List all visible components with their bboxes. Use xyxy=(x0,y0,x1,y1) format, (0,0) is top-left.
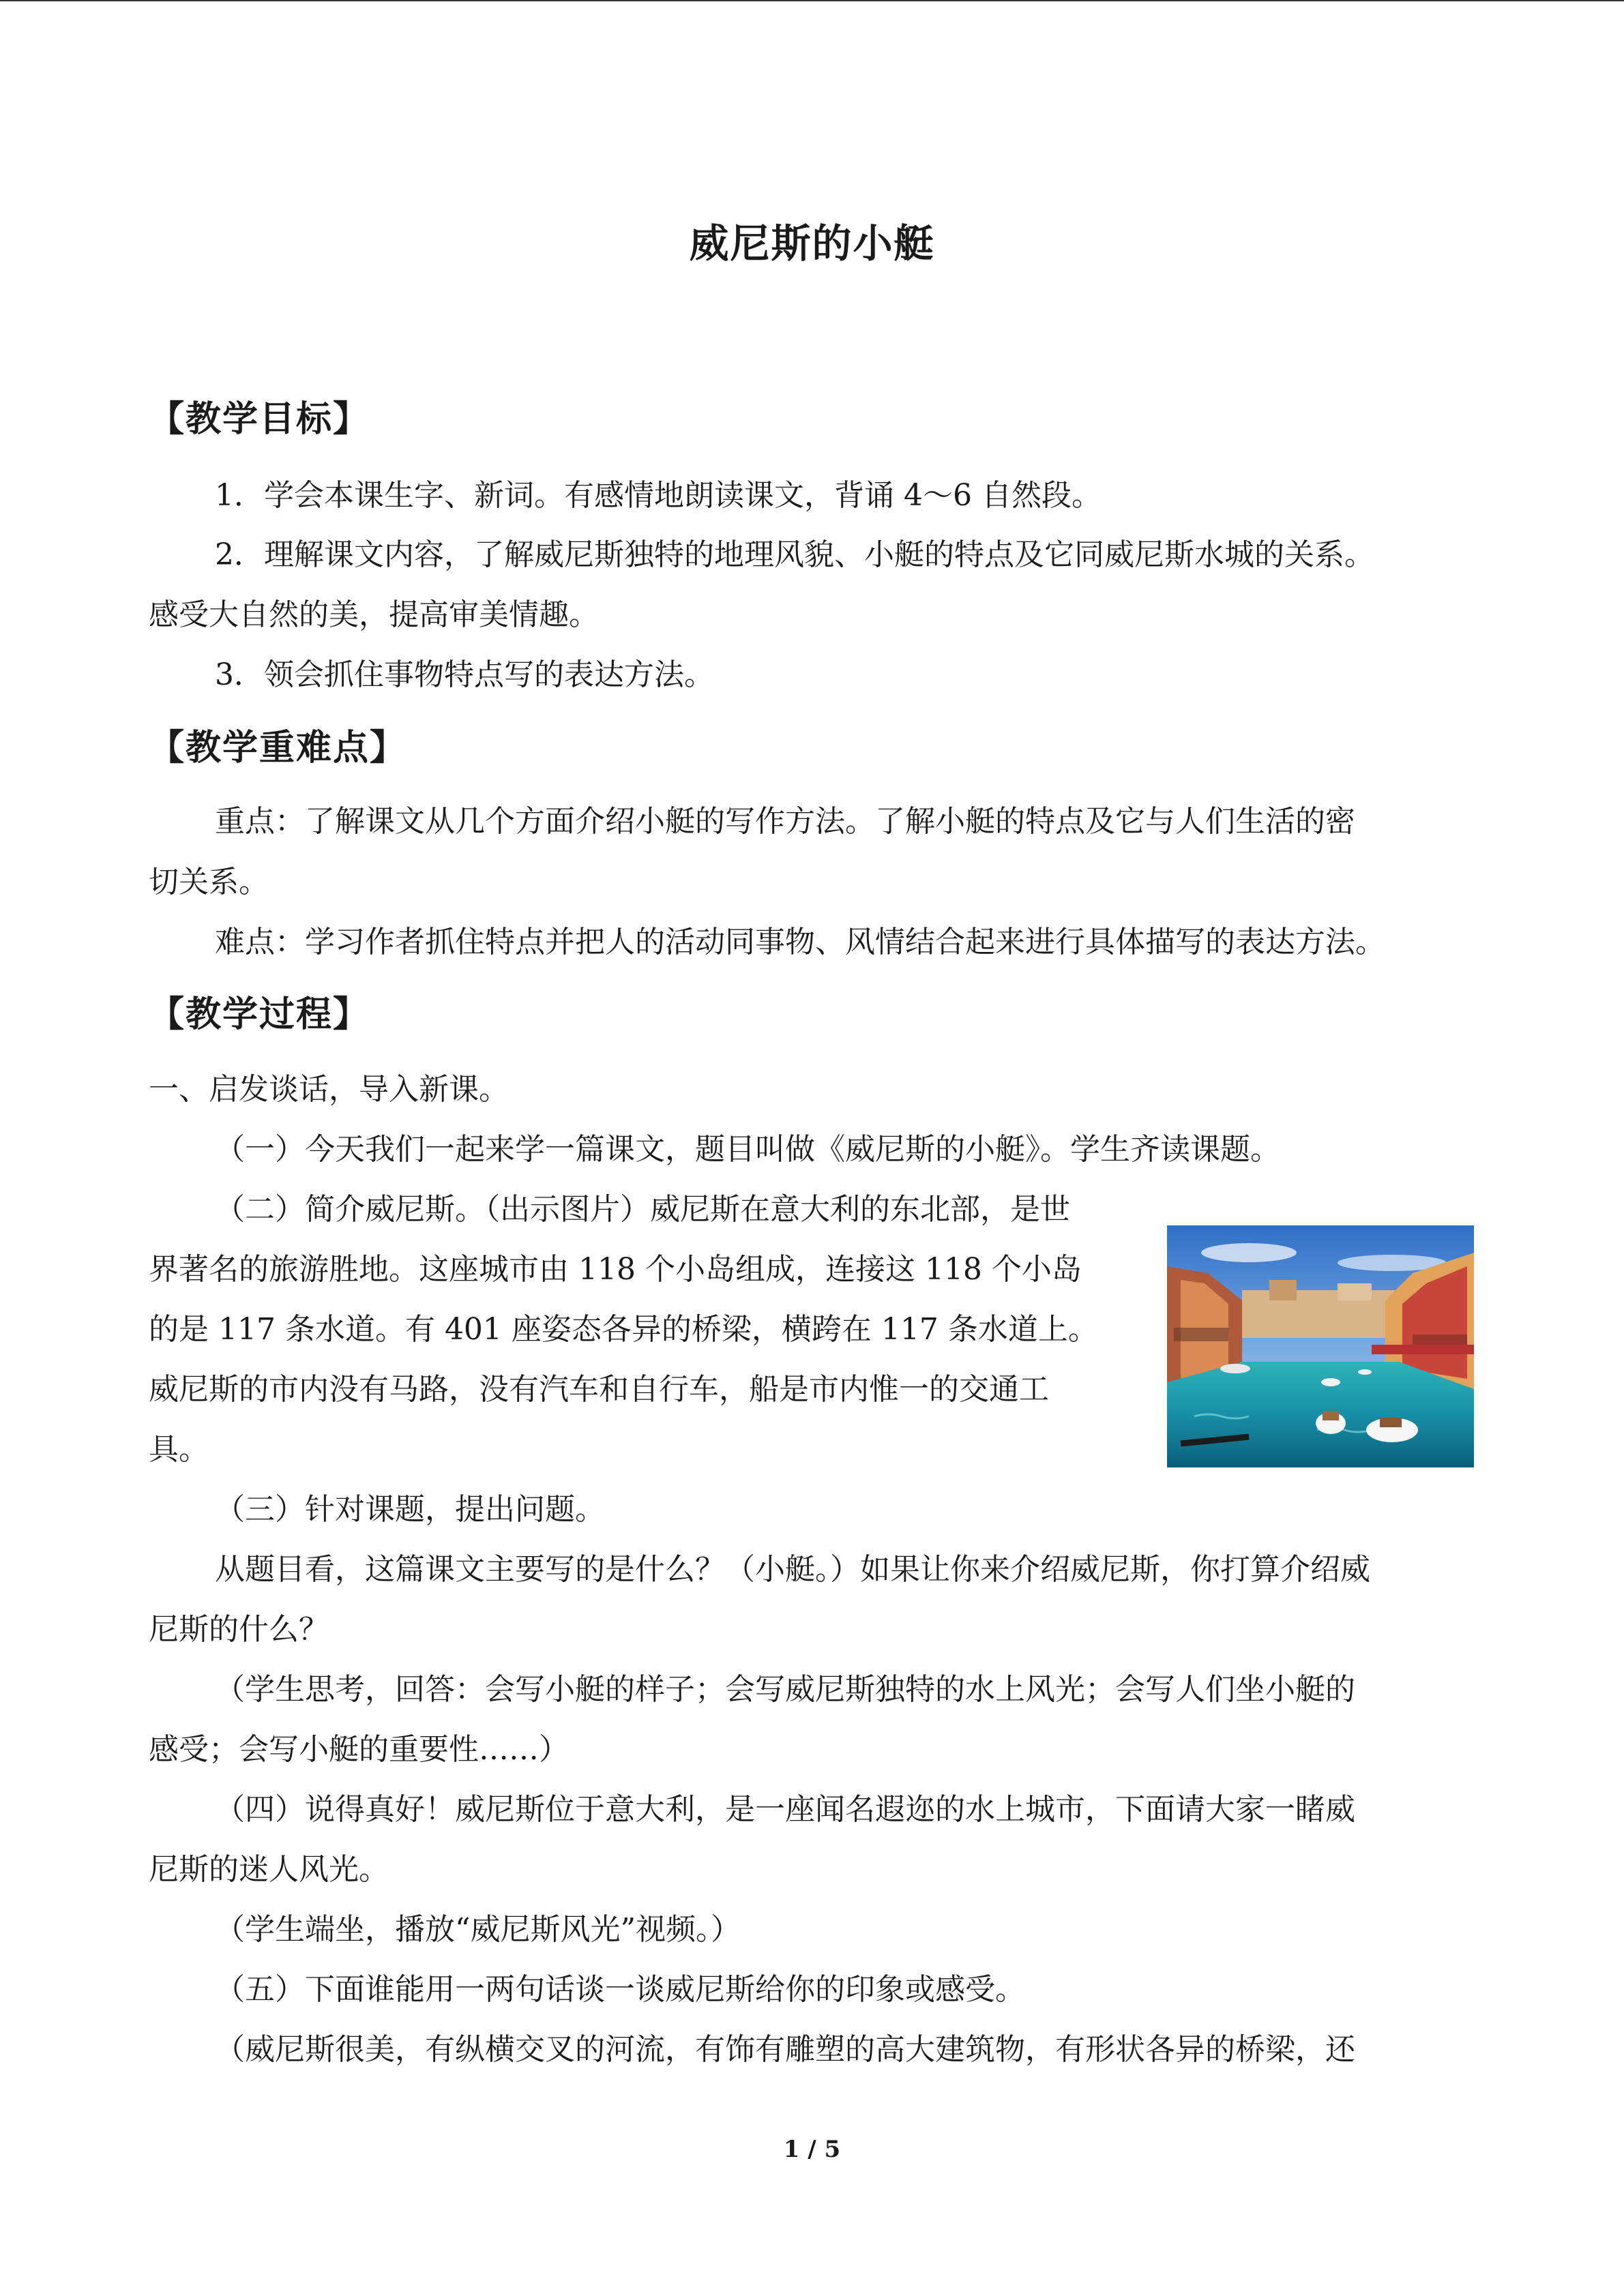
paragraph-line: 一、启发谈话，导入新课。 xyxy=(149,1072,509,1107)
section-heading-process: 【教学过程】 xyxy=(149,994,370,1035)
paragraph-line: 3．领会抓住事物特点写的表达方法。 xyxy=(215,657,714,692)
paragraph-line: 切关系。 xyxy=(149,865,269,899)
paragraph-line: （二）简介威尼斯。（出示图片）威尼斯在意大利的东北部，是世 xyxy=(215,1192,1070,1227)
paragraph-line: （三）针对课题，提出问题。 xyxy=(215,1492,605,1527)
venice-canal-photo xyxy=(1167,1225,1474,1467)
page-title: 威尼斯的小艇 xyxy=(689,220,935,267)
paragraph-line: 尼斯的迷人风光。 xyxy=(149,1852,389,1887)
paragraph-line: 1．学会本课生字、新词。有感情地朗读课文，背诵 4～6 自然段。 xyxy=(215,478,1102,513)
paragraph-line: 重点：了解课文从几个方面介绍小艇的写作方法。了解小艇的特点及它与人们生活的密 xyxy=(215,804,1355,839)
paragraph-line: 感受；会写小艇的重要性……） xyxy=(149,1732,569,1767)
paragraph-line: 威尼斯的市内没有马路，没有汽车和自行车，船是市内惟一的交通工 xyxy=(149,1372,1049,1407)
paragraph-line: 尼斯的什么？ xyxy=(149,1612,329,1647)
section-heading-objectives: 【教学目标】 xyxy=(149,399,370,440)
section-heading-key-points: 【教学重难点】 xyxy=(149,728,407,769)
paragraph-line: 感受大自然的美，提高审美情趣。 xyxy=(149,597,599,632)
paragraph-line: （学生思考，回答：会写小艇的样子；会写威尼斯独特的水上风光；会写人们坐小艇的 xyxy=(215,1672,1355,1707)
paragraph-line: 难点：学习作者抓住特点并把人的活动同事物、风情结合起来进行具体描写的表达方法。 xyxy=(215,925,1385,959)
paragraph-line: （四）说得真好！威尼斯位于意大利，是一座闻名遐迩的水上城市，下面请大家一睹威 xyxy=(215,1792,1355,1827)
paragraph-line: 从题目看，这篇课文主要写的是什么？（小艇。）如果让你来介绍威尼斯，你打算介绍威 xyxy=(215,1552,1370,1587)
paragraph-line: 2．理解课文内容，了解威尼斯独特的地理风貌、小艇的特点及它同威尼斯水城的关系。 xyxy=(215,537,1374,572)
page-number: 1 / 5 xyxy=(783,2136,841,2163)
paragraph-line: 界著名的旅游胜地。这座城市由 118 个小岛组成，连接这 118 个小岛 xyxy=(149,1252,1082,1287)
paragraph-line: （威尼斯很美，有纵横交叉的河流，有饰有雕塑的高大建筑物，有形状各异的桥梁，还 xyxy=(215,2032,1355,2067)
paragraph-line: （学生端坐，播放“威尼斯风光”视频。） xyxy=(215,1912,741,1947)
paragraph-line: 的是 117 条水道。有 401 座姿态各异的桥梁，横跨在 117 条水道上。 xyxy=(149,1312,1098,1347)
paragraph-line: （五）下面谁能用一两句话谈一谈威尼斯给你的印象或感受。 xyxy=(215,1972,1025,2007)
paragraph-line: 具。 xyxy=(149,1432,209,1467)
paragraph-line: （一）今天我们一起来学一篇课文，题目叫做《威尼斯的小艇》。学生齐读课题。 xyxy=(215,1132,1280,1167)
